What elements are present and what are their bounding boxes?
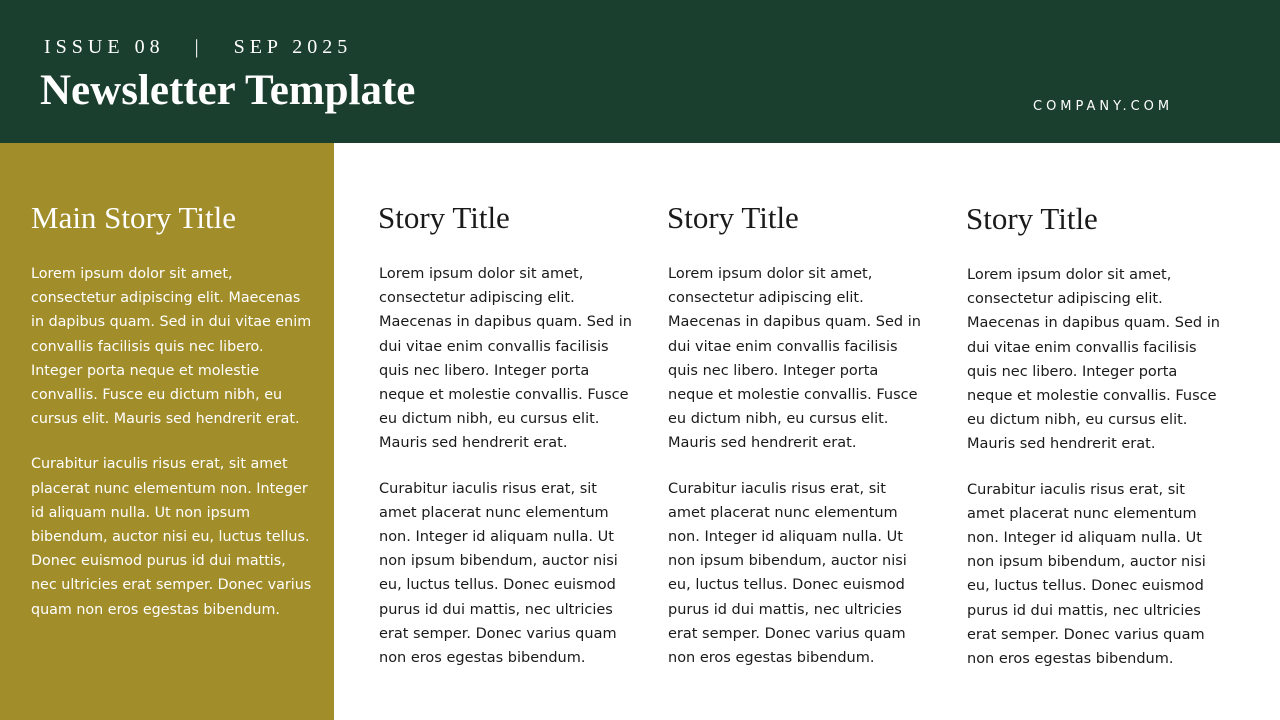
story-column-2 [668, 200, 926, 670]
main-story-paragraph: Lorem ipsum dolor sit amet, consectetur adipiscing elit. Maecenas in dapibus quam. Sed in dui vitae enim convallis facilisis quis nec libero. Integer porta neque et molestie convallis. Fusce eu dictum nibh, eu cursus elit. Mauris sed hendrerit erat. [31, 266, 312, 428]
story-paragraph: Lorem ipsum dolor sit amet, consectetur adipiscing elit. Maecenas in dapibus quam. Sed in dui vitae enim convallis facilisis quis nec libero. Integer porta neque et molestie convallis. Fusce eu dictum nibh, eu cursus elit. Mauris sed hendrerit erat. [379, 266, 632, 452]
story-paragraph: Lorem ipsum dolor sit amet, consectetur adipiscing elit. Maecenas in dapibus quam. Sed in dui vitae enim convallis facilisis quis nec libero. Integer porta neque et molestie convallis. Fusce eu dictum nibh, eu cursus elit. Mauris sed hendrerit erat. [668, 266, 921, 452]
story-title: Story Title [378, 200, 510, 235]
story-paragraph: Curabitur iaculis risus erat, sit amet placerat nunc elementum non. Integer id aliquam nulla. Ut non ipsum bibendum, auctor nisi eu, luctus tellus. Donec euismod purus id dui mattis, nec ultricies erat semper. Donec varius quam non eros egestas bibendum. [379, 480, 618, 667]
page-title: Newsletter Template [40, 67, 416, 114]
story-title: Story Title [667, 200, 799, 235]
story-title: Story Title [966, 201, 1098, 236]
main-story [31, 200, 316, 622]
story-column-3 [967, 201, 1225, 671]
main-story-title: Main Story Title [31, 200, 236, 235]
newsletter-header [0, 0, 1280, 143]
story-paragraph: Curabitur iaculis risus erat, sit amet placerat nunc elementum non. Integer id aliquam nulla. Ut non ipsum bibendum, auctor nisi eu, luctus tellus. Donec euismod purus id dui mattis, nec ultricies erat semper. Donec varius quam non eros egestas bibendum. [967, 481, 1206, 668]
story-column-1 [379, 200, 637, 670]
story-paragraph: Lorem ipsum dolor sit amet, consectetur adipiscing elit. Maecenas in dapibus quam. Sed in dui vitae enim convallis facilisis quis nec libero. Integer porta neque et molestie convallis. Fusce eu dictum nibh, eu cursus elit. Mauris sed hendrerit erat. [967, 267, 1220, 453]
company-url: COMPANY.COM [1033, 99, 1174, 114]
issue-date-line: ISSUE 08 | SEP 2025 [44, 36, 353, 58]
main-story-paragraph: Curabitur iaculis risus erat, sit amet placerat nunc elementum non. Integer id aliquam nulla. Ut non ipsum bibendum, auctor nisi eu, luctus tellus. Donec euismod purus id dui mattis, nec ultricies erat semper. Donec varius quam non eros egestas bibendum. [31, 456, 312, 618]
story-paragraph: Curabitur iaculis risus erat, sit amet placerat nunc elementum non. Integer id aliquam nulla. Ut non ipsum bibendum, auctor nisi eu, luctus tellus. Donec euismod purus id dui mattis, nec ultricies erat semper. Donec varius quam non eros egestas bibendum. [668, 480, 907, 667]
